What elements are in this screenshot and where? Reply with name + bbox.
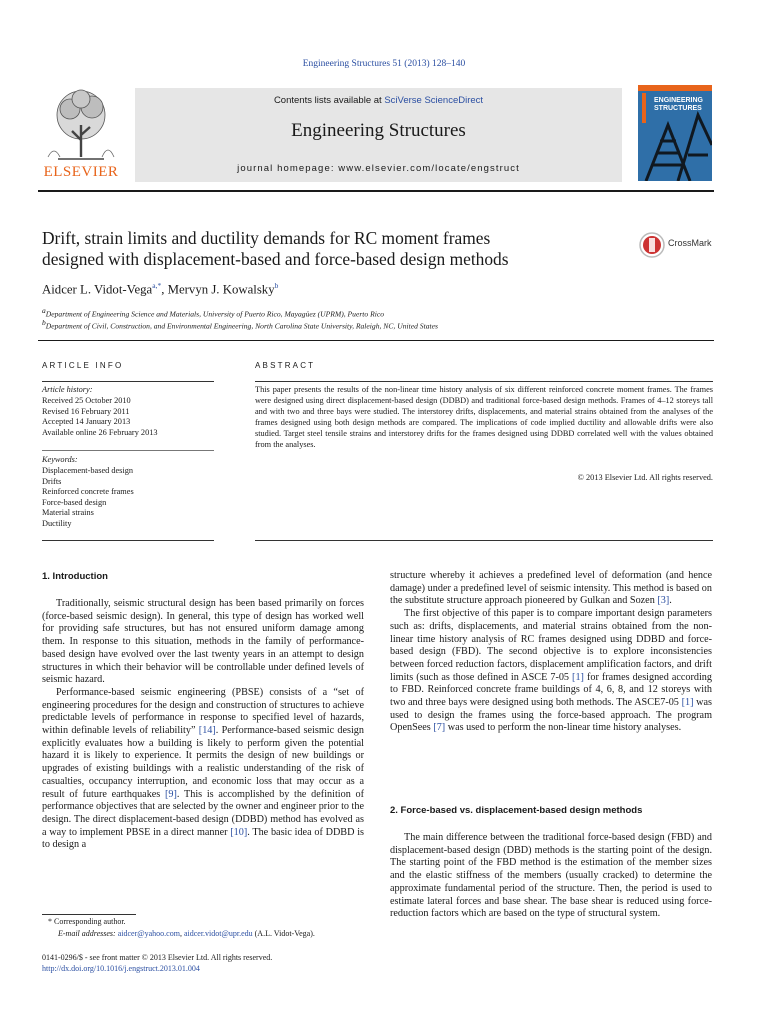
corresponding-author-note: * Corresponding author. [48, 917, 126, 926]
paragraph-1: Traditionally, seismic structural design has been based primarily on forces (force-based seismic design). In general, this type of design has worked well for providing safe structures, but has not ensured uniform damage among them. In response to this situation, methods in the family of performance-based design have evolved over the last twenty years in an attempt to design structures in which their behavior will be controllable under defined levels of seismic hazard. [42, 598, 364, 686]
r2-text-a: The first objective of this paper is to compare important design parameters such as: drifts, displacements, and material strains obtained from the non-linear time history analysis of RC frames designed using DDBD and force-based design (FBD). The second objective is to explore inconsistencies between forced reduction factors, displacement amplification factors, and drift limits (such as those defined in ASCE 7-05 [390, 608, 712, 683]
r2-text-c: was used to design the frames using the force-based approach. The program OpenSees [390, 697, 713, 734]
history-received: Received 25 October 2010 [42, 396, 131, 405]
author-list [42, 281, 278, 297]
keywords-rule [42, 450, 214, 451]
keyword: Displacement-based design [42, 466, 134, 475]
title-line-1: Drift, strain limits and ductility demands for RC moment frames [42, 228, 491, 248]
keyword: Reinforced concrete frames [42, 487, 134, 497]
email-suffix: (A.L. Vidot-Vega). [252, 929, 315, 938]
email-link-1[interactable]: aidcer@yahoo.com [117, 929, 180, 938]
p2-text-d: . The basic idea of DDBD is to design a [42, 826, 364, 851]
cover-title-line1: ENGINEERING [654, 97, 704, 104]
keyword: Material strains [42, 508, 94, 518]
affiliation-a [42, 306, 384, 319]
citation-link[interactable]: [1] [681, 697, 694, 709]
abstract-heading: ABSTRACT [255, 361, 316, 370]
keywords-label: Keywords: [42, 455, 78, 464]
p2-text-c: . This is accomplished by the definition of performance objectives that are selected by the owner and engineer prior to the design. The direct displacement-based design (DDBD) method has evolved as a way to implement PBSE in a direct manner [42, 788, 365, 838]
sciencedirect-link[interactable]: SciVerse ScienceDirect [384, 95, 484, 106]
section-2-body [390, 832, 712, 921]
elsevier-wordmark: ELSEVIER [43, 164, 119, 180]
author-1: Aidcer L. Vidot-Vega [42, 282, 153, 297]
email-label: E-mail addresses: [58, 929, 118, 938]
journal-title: Engineering Structures [291, 120, 466, 141]
email-separator: , [179, 929, 184, 938]
citation-link[interactable]: [9] [165, 788, 177, 800]
paragraph-fbd-dbd: The main difference between the traditional force-based design (FBD) and displacement-based design (DBD) methods is the starting point of the design. The starting point of the FBD method is the estimation of the member sizes and the elastic stiffness of the members (usually cracked) to determine the approximate fundamental period of the structure. Then, the period is used to estimate lateral forces and base shear. The base shear is reduced using force-reduction factors which are based on the type of structural system. [390, 832, 712, 920]
affiliation-b-text: Department of Civil, Construction, and Environmental Engineering, North Carolina State University, Raleigh, NC, United States [45, 321, 438, 331]
affiliation-a-text: Department of Engineering Science and Materials, University of Puerto Rico, Mayagüez (UPRM), Puerto Rico [45, 309, 385, 319]
paragraph-2 [42, 687, 364, 852]
r2-text-d: was used to perform the non-linear time history analyses. [445, 722, 682, 734]
citation-link[interactable]: [10] [230, 826, 248, 838]
history-online: Available online 26 February 2013 [42, 427, 158, 437]
author-1-affiliation-mark[interactable]: a,* [152, 281, 162, 290]
author-2-affiliation-mark[interactable]: b [274, 281, 279, 290]
right-column-body [390, 570, 712, 735]
p2-text-b: . Performance-based seismic design explicitly evaluates how a building is likely to perform given the potential hazard it is likely to experience. It permits the design of new buildings or upgrades of existing buildings with a realistic understanding of the risk of casualties, occupancy interruption, and economic loss that may occur as a result of future earthquakes [42, 725, 364, 800]
email-addresses-note [58, 929, 315, 938]
abstract-rule [255, 381, 713, 382]
keywords-list [42, 466, 217, 530]
left-column-body [42, 598, 364, 852]
abstract-copyright: © 2013 Elsevier Ltd. All rights reserved. [577, 473, 713, 482]
journal-reference-link[interactable]: Engineering Structures 51 (2013) 128–140 [302, 59, 466, 69]
affiliation-b-mark: b [42, 318, 46, 327]
keyword: Drifts [42, 476, 62, 486]
doi-link[interactable]: http://dx.doi.org/10.1016/j.engstruct.2013.01.004 [42, 964, 200, 973]
article-title [42, 228, 632, 270]
email-link-2[interactable]: aidcer.vidot@upr.edu [183, 929, 253, 938]
r1-text-a: structure whereby it achieves a predefined level of deformation (and hence damage) under a predefined level of seismic intensity. This method is based on the substitute structure approach pioneered by Gulkan and Sozen [390, 570, 712, 607]
r1-text-b: . [669, 595, 672, 607]
history-accepted: Accepted 14 January 2013 [42, 417, 131, 427]
keyword: Force-based design [42, 497, 107, 507]
affiliation-a-mark: a [42, 306, 46, 315]
abstract-text: This paper presents the results of the non-linear time history analysis of six different reinforced concrete moment frames. The frames were designed using direct displacement-based design (DDBD) and traditional force-based design methods. Frames of 4–12 storeys tall and with two and three bays were studied. The interstorey drifts, displacements, and material strains obtained from the analyses of the frames designed using both design methods are compared. The implications of code implied ductility and allowable drifts were also studied. Target steel tensile strains and interstorey drifts for the frames designed using DDBD correlated well with the values obtained from the analyses. [255, 385, 713, 449]
article-history-label: Article history: [42, 385, 93, 394]
affiliation-b [42, 318, 438, 331]
abstract-bottom-rule [255, 540, 713, 541]
journal-homepage[interactable]: journal homepage: www.elsevier.com/locate/engstruct [237, 163, 520, 174]
cover-title-line2: STRUCTURES [654, 105, 702, 112]
citation-link[interactable]: [7] [433, 722, 446, 734]
crossmark-label[interactable]: CrossMark [668, 238, 712, 248]
section-1-heading: 1. Introduction [42, 571, 108, 582]
citation-link[interactable]: [3] [657, 595, 670, 607]
article-history-list [42, 396, 217, 438]
title-line-2: designed with displacement-based and force-based design methods [42, 249, 509, 269]
journal-masthead [135, 88, 622, 182]
history-revised: Revised 16 February 2011 [42, 406, 130, 416]
article-info-rule [42, 381, 214, 382]
author-2: Mervyn J. Kowalsky [167, 282, 275, 297]
issn-line: 0141-0296/$ - see front matter © 2013 Elsevier Ltd. All rights reserved. [42, 953, 273, 962]
article-info-heading: ARTICLE INFO [42, 361, 124, 370]
header-rule [38, 190, 714, 192]
paragraph-objectives [390, 608, 712, 735]
paragraph-continued [390, 570, 712, 608]
section-2-heading: 2. Force-based vs. displacement-based design methods [390, 805, 643, 816]
front-matter-rule [38, 340, 714, 341]
article-info-bottom-rule [42, 540, 214, 541]
contents-prefix: Contents lists available at [273, 95, 385, 106]
footnote-rule [42, 914, 136, 915]
journal-cover-image [638, 85, 712, 181]
citation-link[interactable]: [1] [572, 671, 584, 683]
citation-link[interactable]: [14] [198, 725, 216, 737]
author-separator: , [161, 282, 168, 297]
contents-availability [135, 95, 622, 106]
r2-text-b: for frames designed according to FBD. Reinforced concrete frame buildings of 4, 6, 8, and 12 storeys with two and three bays were designed using both methods. The ASCE7-05 [390, 671, 712, 709]
keyword: Ductility [42, 518, 72, 528]
p2-text-a: Performance-based seismic engineering (PBSE) consists of a “set of engineering procedures for the design and construction of structures to achieve predictable levels of performance in response to specified level of hazards, within definable levels of reliability” [42, 686, 364, 737]
